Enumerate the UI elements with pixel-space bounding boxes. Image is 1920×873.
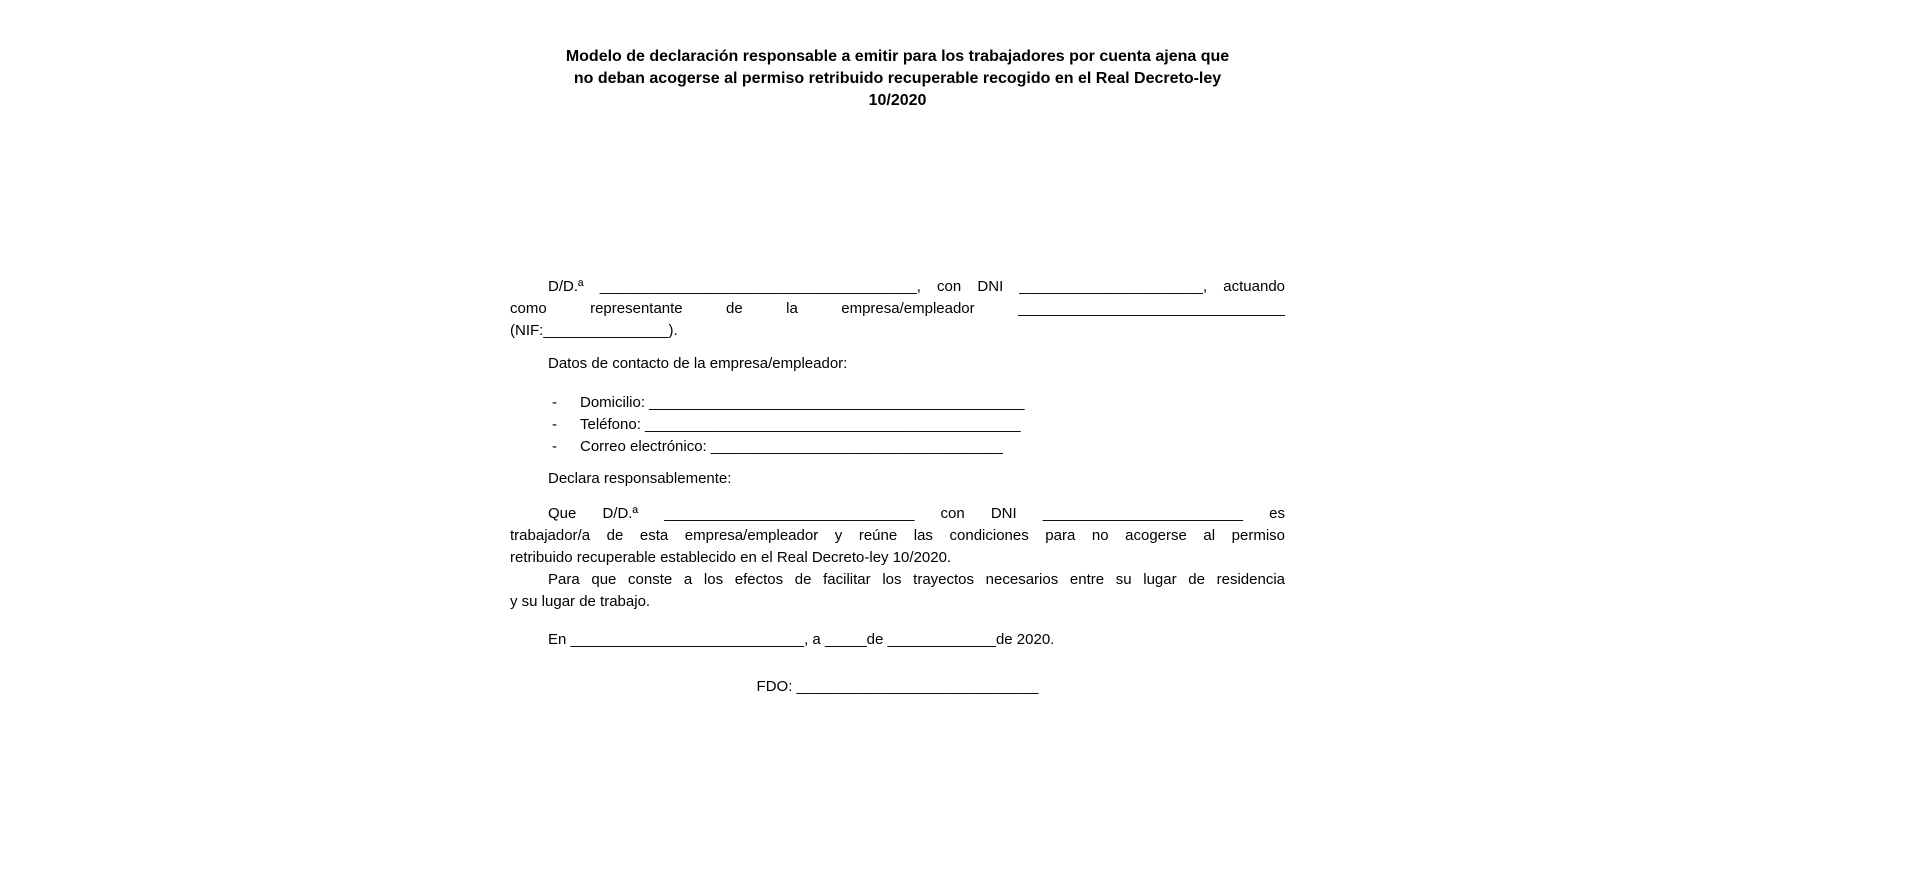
declaration-heading: Declara responsablemente: (548, 470, 732, 487)
date-line: En ____________________________, a _____de _____________de 2020. (548, 631, 1055, 648)
contact-item-label: Teléfono: _____________________________________________ (580, 416, 1021, 433)
declaration-line-2: trabajador/a de esta empresa/empleador y reúne las condiciones para no acogerse al permiso (510, 527, 1285, 544)
dash-bullet: - (552, 416, 557, 433)
intro-paragraph (510, 276, 1285, 342)
intro-line-1: D/D.ª ______________________________________, con DNI ______________________, actuando (548, 278, 1285, 295)
contact-item-domicilio (510, 392, 1285, 414)
contact-item-correo (510, 436, 1285, 458)
declaration-line-1: Que D/D.ª ______________________________ con DNI ________________________ es (548, 505, 1285, 522)
title-line-3: 10/2020 (868, 92, 927, 109)
purpose-paragraph (510, 569, 1285, 613)
declaration-paragraph (510, 503, 1285, 569)
contact-item-telefono (510, 414, 1285, 436)
contact-list (510, 392, 1285, 458)
dash-bullet: - (552, 394, 557, 411)
contact-item-label: Domicilio: _____________________________________________ (580, 394, 1025, 411)
title-line-2: no deban acogerse al permiso retribuido recuperable recogido en el Real Decreto-ley (573, 70, 1222, 87)
dash-bullet: - (552, 438, 557, 455)
purpose-line-2: y su lugar de trabajo. (510, 593, 651, 610)
contact-item-label: Correo electrónico: ___________________________________ (580, 438, 1003, 455)
signature-line: FDO: _____________________________ (756, 678, 1039, 695)
document-title (510, 46, 1285, 112)
declaration-line-3: retribuido recuperable establecido en el Real Decreto-ley 10/2020. (510, 549, 952, 566)
intro-line-3: (NIF:_______________). (510, 322, 678, 339)
title-line-1: Modelo de declaración responsable a emitir para los trabajadores por cuenta ajena que (565, 48, 1230, 65)
contact-heading: Datos de contacto de la empresa/empleador: (548, 355, 848, 372)
intro-line-2: como representante de la empresa/empleador ________________________________ (510, 300, 1285, 317)
purpose-line-1: Para que conste a los efectos de facilitar los trayectos necesarios entre su lugar de residencia (548, 571, 1285, 588)
document-body (510, 0, 1285, 698)
